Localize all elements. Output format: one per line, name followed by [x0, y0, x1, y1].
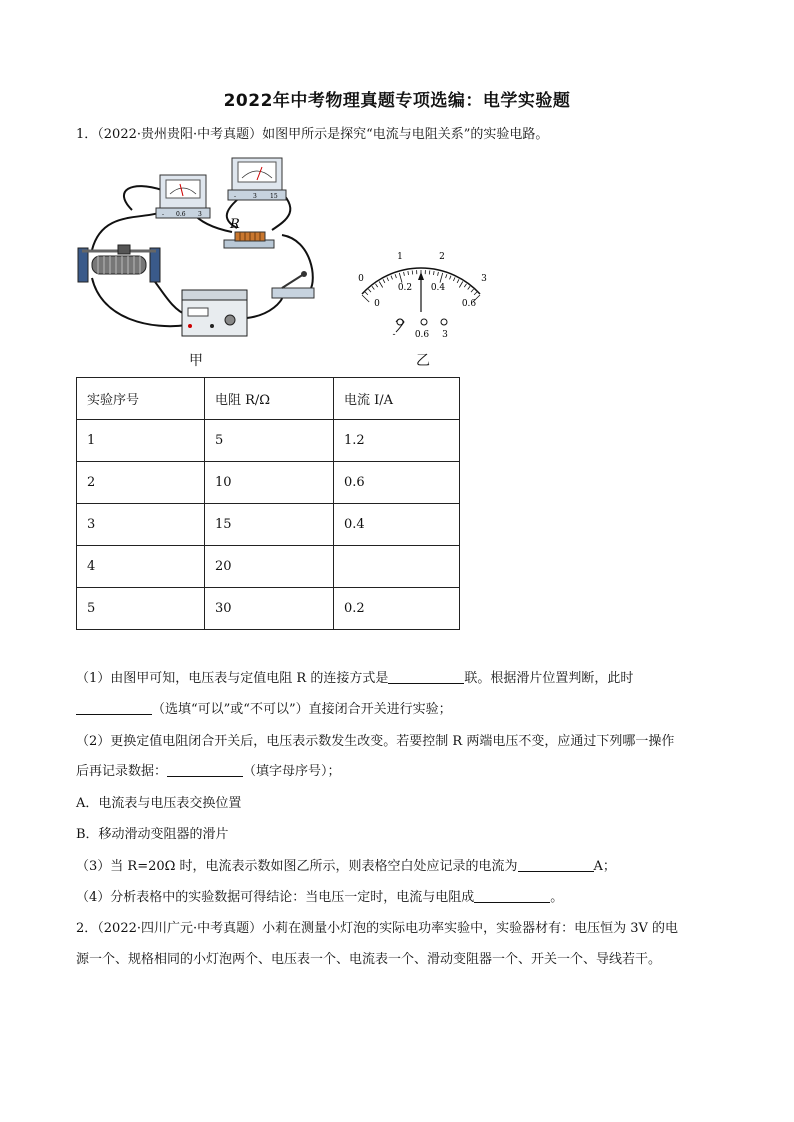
dial-tick	[404, 272, 405, 276]
top-scale-label: 1	[397, 252, 403, 262]
option-a: A．电流表与电压表交换位置	[76, 796, 242, 811]
dial-tick	[459, 282, 463, 288]
voltmeter-terminal-label: 15	[270, 193, 278, 200]
text: （3）当 R=20Ω 时，电流表示数如图乙所示，则表格空白处应记录的电流为	[76, 859, 518, 874]
experiment-table	[76, 377, 460, 630]
table-cell: 15	[205, 504, 334, 546]
text: （选填“可以”或“不可以”）直接闭合开关进行实验；	[152, 702, 452, 717]
sub-question-2-line-1: （2）更换定值电阻闭合开关后，电压表示数发生改变。若要控制 R 两端电压不变，应通过下列哪一操作	[76, 734, 675, 749]
terminal-minus	[397, 319, 403, 325]
dial-tick	[395, 274, 396, 278]
page-title: 2022年中考物理真题专项选编：电学实验题	[223, 91, 571, 111]
answer-blank[interactable]	[167, 763, 243, 777]
terminal-label: 3	[442, 330, 448, 340]
dial-tick	[468, 286, 470, 289]
top-scale-label: 3	[481, 274, 487, 284]
dial-tick	[464, 284, 466, 287]
ammeter	[156, 175, 210, 218]
question-1-stem: 1．（2022·贵州贵阳·中考真题）如图甲所示是探究“电流与电阻关系”的实验电路。	[76, 127, 549, 142]
table-header-row	[77, 378, 460, 420]
table-cell: 3	[77, 504, 205, 546]
dial-tick	[434, 271, 435, 275]
wire	[124, 186, 162, 210]
dial-tick	[362, 295, 369, 302]
voltmeter-terminal-label: -	[234, 193, 237, 200]
ammeter-terminal-label: 3	[198, 211, 202, 218]
question-2-line-1: 2．（2022·四川广元·中考真题）小莉在测量小灯泡的实际电功率实验中，实验器材有：电压恒为 3V 的电	[76, 921, 679, 936]
table-row	[77, 462, 460, 504]
wire	[92, 211, 165, 250]
dial-tick	[471, 289, 474, 292]
wire	[92, 278, 187, 326]
dial-terminals	[392, 319, 448, 340]
dial-tick	[387, 277, 389, 281]
voltmeter	[228, 158, 286, 200]
dial-tick	[429, 271, 430, 275]
table-row	[77, 504, 460, 546]
sub-question-2-line-2	[76, 763, 341, 781]
table-header-cell: 电流 I/A	[334, 378, 460, 420]
table-cell: 0.6	[334, 462, 460, 504]
dial-tick	[391, 276, 393, 280]
text: （4）分析表格中的实验数据可得结论：当电压一定时，电流与电阻成	[76, 890, 475, 905]
dial-tick	[438, 272, 439, 276]
table-cell: 10	[205, 462, 334, 504]
dial-tick	[368, 289, 371, 292]
dial-tick	[412, 271, 413, 275]
bottom-scale-label: 0	[374, 299, 380, 309]
text: A；	[593, 859, 616, 874]
sliding-rheostat	[78, 245, 160, 282]
circuit-diagram-jia	[72, 150, 322, 350]
wire	[247, 298, 282, 318]
dial-tick	[450, 276, 452, 280]
table-cell: 0.2	[334, 588, 460, 630]
table-row	[77, 588, 460, 630]
dial-tick	[453, 277, 455, 281]
text: 后再记录数据：	[76, 764, 168, 779]
ammeter-dial-yi	[344, 242, 504, 342]
terminal-label: -	[392, 330, 396, 340]
power-supply	[182, 290, 247, 336]
resistor-label: R	[230, 217, 240, 232]
text: 联。根据滑片位置判断，此时	[464, 671, 634, 686]
sub-question-4	[76, 889, 563, 907]
dial-tick	[408, 271, 409, 275]
table-row	[77, 420, 460, 462]
terminal-0.6	[421, 319, 427, 325]
table-cell: 5	[205, 420, 334, 462]
terminal-3	[441, 319, 447, 325]
table-cell: 30	[205, 588, 334, 630]
dial-tick	[365, 292, 368, 295]
bottom-scale-label: 0.4	[430, 283, 446, 293]
top-scale-label: 2	[439, 252, 445, 262]
dial-tick	[376, 284, 378, 287]
ammeter-terminal-label: 0.6	[176, 211, 186, 218]
text: 。	[550, 890, 564, 905]
bottom-scale-label: 0.6	[461, 299, 477, 309]
terminal-label: 0.6	[414, 330, 430, 340]
table-cell-blank	[334, 546, 460, 588]
dial-tick	[383, 279, 385, 283]
sub-question-3	[76, 858, 616, 876]
sub-question-1-line-2	[76, 701, 452, 719]
answer-blank[interactable]	[388, 670, 464, 684]
table-cell: 1	[77, 420, 205, 462]
dial-tick	[399, 273, 402, 283]
needle-tip	[418, 272, 424, 280]
question-2-line-2: 源一个、规格相同的小灯泡两个、电压表一个、电流表一个、滑动变阻器一个、开关一个、导线若干。	[76, 952, 662, 967]
table-cell: 0.4	[334, 504, 460, 546]
table-cell: 4	[77, 546, 205, 588]
table-header-cell: 电阻 R/Ω	[205, 378, 334, 420]
table-header-cell: 实验序号	[77, 378, 205, 420]
dial-tick	[372, 286, 374, 289]
wire	[282, 235, 313, 290]
answer-blank[interactable]	[474, 889, 550, 903]
table-cell: 2	[77, 462, 205, 504]
text: （1）由图甲可知，电压表与定值电阻 R 的连接方式是	[76, 671, 389, 686]
figure-label-yi: 乙	[416, 353, 430, 369]
switch	[272, 271, 314, 298]
dial-tick	[446, 274, 447, 278]
top-scale-label: 0	[358, 274, 364, 284]
dial-tick	[474, 292, 477, 295]
dial-tick	[379, 282, 383, 288]
dial-tick	[440, 273, 443, 283]
table-cell: 5	[77, 588, 205, 630]
table-cell: 20	[205, 546, 334, 588]
table-row	[77, 546, 460, 588]
answer-blank[interactable]	[76, 701, 152, 715]
figure-label-jia: 甲	[189, 353, 203, 369]
ammeter-terminal-label: -	[162, 211, 165, 218]
dial-tick	[457, 279, 459, 283]
table-cell: 1.2	[334, 420, 460, 462]
option-b: B．移动滑动变阻器的滑片	[76, 827, 229, 842]
voltmeter-terminal-label: 3	[253, 193, 257, 200]
bottom-scale-label: 0.2	[397, 283, 413, 293]
sub-question-1-line-1	[76, 670, 633, 688]
text: （填字母序号）；	[243, 764, 341, 779]
answer-blank[interactable]	[518, 858, 594, 872]
